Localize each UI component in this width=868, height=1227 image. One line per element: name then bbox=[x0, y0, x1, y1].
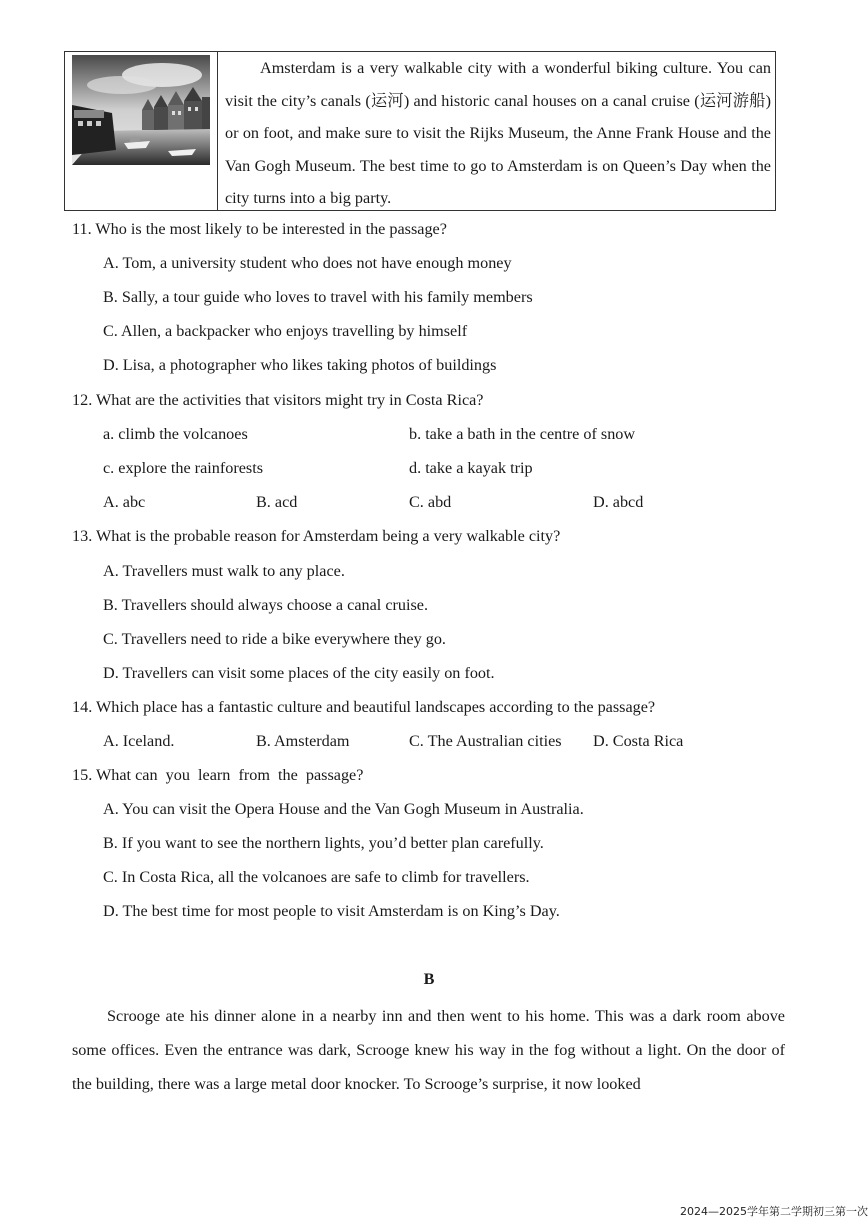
question-13-option-c: C. Travellers need to ride a bike everywhere they go. bbox=[103, 630, 446, 648]
section-b-heading: B bbox=[423, 970, 435, 988]
question-12-option-a: A. abc bbox=[103, 493, 146, 511]
question-12-option-c: C. abd bbox=[409, 493, 452, 511]
question-13-option-b: B. Travellers should always choose a canal cruise. bbox=[103, 596, 429, 614]
question-12-item-d: d. take a kayak trip bbox=[409, 459, 533, 477]
amsterdam-passage: Amsterdam is a very walkable city with a wonderful biking culture. You can visit the city’s canals (运河) and historic canal houses on a canal cruise (运河游船) or on foot, and make sure to visit the Rijks Museum, the Anne Frank House and the Van Gogh Museum. The best time to go to Amsterdam is on Queen’s Day when the city turns into a big party. bbox=[225, 59, 771, 207]
amsterdam-info-table bbox=[64, 51, 776, 211]
question-11-option-b: B. Sally, a tour guide who loves to travel with his family members bbox=[103, 288, 533, 306]
image-cell bbox=[65, 52, 218, 210]
question-15-option-b: B. If you want to see the northern lights, you’d better plan carefully. bbox=[103, 834, 544, 852]
question-12-option-d: D. abcd bbox=[593, 493, 644, 511]
question-15-option-a: A. You can visit the Opera House and the Van Gogh Museum in Australia. bbox=[103, 800, 584, 818]
question-14-option-a: A. Iceland. bbox=[103, 732, 175, 750]
question-12-item-c: c. explore the rainforests bbox=[103, 459, 264, 477]
question-13-option-a: A. Travellers must walk to any place. bbox=[103, 562, 345, 580]
question-13-option-d: D. Travellers can visit some places of the city easily on foot. bbox=[103, 664, 495, 682]
page-footer: 2024—2025学年第二学期初三第一次 bbox=[680, 1205, 868, 1218]
question-13-stem: 13. What is the probable reason for Amsterdam being a very walkable city? bbox=[72, 527, 561, 545]
question-14-option-c: C. The Australian cities bbox=[409, 732, 562, 750]
question-12-stem: 12. What are the activities that visitors might try in Costa Rica? bbox=[72, 391, 484, 409]
question-15-option-c: C. In Costa Rica, all the volcanoes are safe to climb for travellers. bbox=[103, 868, 530, 886]
question-11-stem: 11. Who is the most likely to be interested in the passage? bbox=[72, 220, 447, 238]
question-14-stem: 14. Which place has a fantastic culture and beautiful landscapes according to the passage? bbox=[72, 698, 656, 716]
amsterdam-text-cell bbox=[225, 52, 771, 210]
section-b-paragraph: Scrooge ate his dinner alone in a nearby inn and then went to his home. This was a dark room above some offices. Even the entrance was dark, Scrooge knew his way in the fog without a light. On the door of the building, there was a large metal door knocker. To Scrooge’s surprise, it now looked bbox=[72, 1007, 785, 1093]
question-12-option-b: B. acd bbox=[256, 493, 298, 511]
section-b-passage bbox=[72, 999, 785, 1101]
question-11-option-c: C. Allen, a backpacker who enjoys travelling by himself bbox=[103, 322, 468, 340]
question-11-option-d: D. Lisa, a photographer who likes taking photos of buildings bbox=[103, 356, 497, 374]
amsterdam-canal-photo bbox=[72, 55, 210, 165]
question-15-stem: 15. What can you learn from the passage? bbox=[72, 766, 364, 784]
question-11-option-a: A. Tom, a university student who does not have enough money bbox=[103, 254, 512, 272]
question-15-option-d: D. The best time for most people to visit Amsterdam is on King’s Day. bbox=[103, 902, 560, 920]
question-12-item-a: a. climb the volcanoes bbox=[103, 425, 248, 443]
question-14-option-b: B. Amsterdam bbox=[256, 732, 350, 750]
question-14-option-d: D. Costa Rica bbox=[593, 732, 684, 750]
question-12-item-b: b. take a bath in the centre of snow bbox=[409, 425, 636, 443]
